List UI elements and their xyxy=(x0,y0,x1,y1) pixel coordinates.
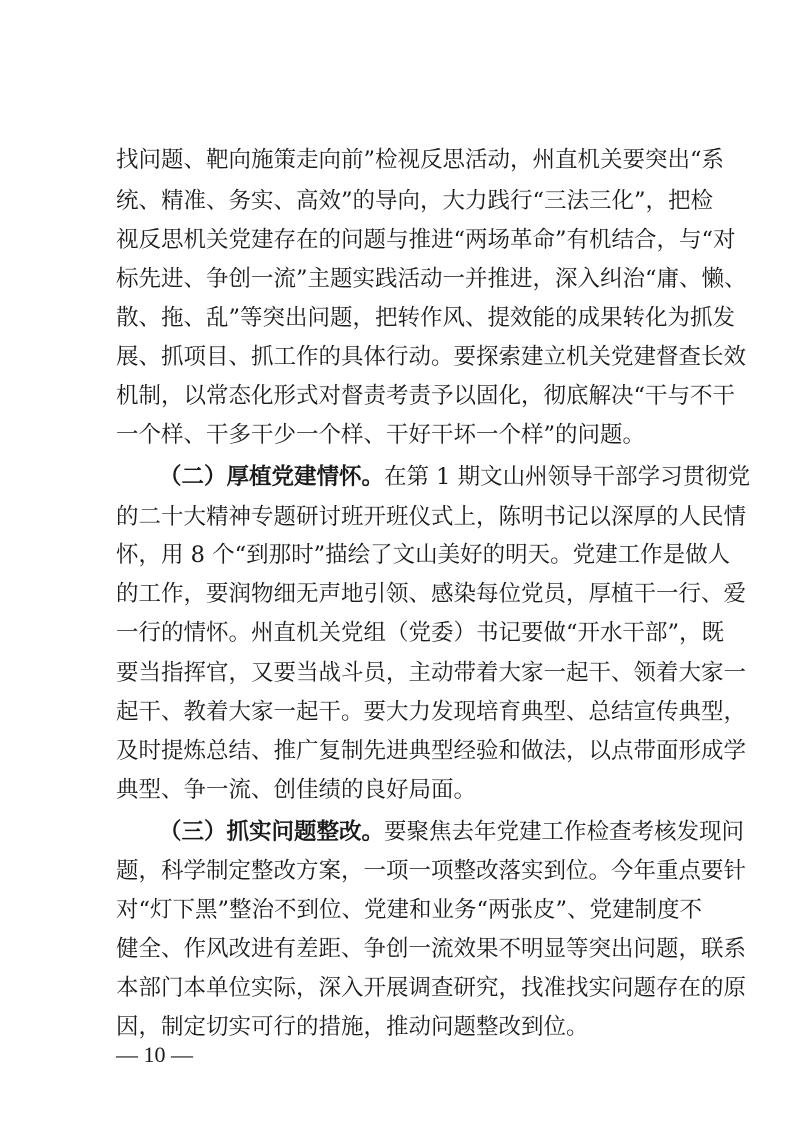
text-line: 找问题、靶向施策走向前”检视反思活动，州直机关要突出“系 xyxy=(116,147,725,173)
section-heading: （二）厚植党建情怀。 xyxy=(159,464,385,490)
text-span: 在第 1 期文山州领导干部学习贯彻党 xyxy=(384,464,751,490)
text-line xyxy=(159,457,751,497)
text-line: 的工作，要润物细无声地引领、感染每位党员，厚植干一行、爱 xyxy=(116,581,747,607)
text-span: 要聚焦去年党建工作检查考核发现问 xyxy=(384,819,745,845)
text-line: 怀，用 8 个“到那时”描绘了文山美好的明天。党建工作是做人 xyxy=(116,542,731,568)
text-line: 起干、教着大家一起干。要大力发现培育典型、总结宣传典型， xyxy=(116,699,747,725)
text-line: 要当指挥官，又要当战斗员，主动带着大家一起干、领着大家一 xyxy=(116,660,747,686)
text-line: 机制，以常态化形式对督责考责予以固化，彻底解决“干与不干 xyxy=(116,383,736,409)
text-line: 及时提炼总结、推广复制先进典型经验和做法，以点带面形成学 xyxy=(116,738,747,764)
page-number: — 10 — xyxy=(116,1042,193,1067)
text-line: 因，制定切实可行的措施，推动问题整改到位。 xyxy=(116,1014,589,1040)
text-line xyxy=(159,812,745,852)
text-line: 标先进、争创一流”主题实践活动一并推进，深入纠治“庸、懒、 xyxy=(116,266,747,292)
text-line: 对“灯下黑”整治不到位、党建和业务“两张皮”、党建制度不 xyxy=(116,897,703,923)
section-heading: （三）抓实问题整改。 xyxy=(159,819,385,845)
text-line: 一行的情怀。州直机关党组（党委）书记要做“开水干部”，既 xyxy=(116,620,725,646)
text-line: 的二十大精神专题研讨班开班仪式上，陈明书记以深厚的人民情 xyxy=(116,504,747,530)
text-line: 一个样、干多干少一个样、干好干坏一个样”的问题。 xyxy=(116,422,646,448)
text-line: 题，科学制定整改方案，一项一项整改落实到位。今年重点要针 xyxy=(116,858,747,884)
text-line: 视反思机关党建存在的问题与推进“两场革命”有机结合，与“对 xyxy=(116,227,736,253)
text-line: 展、抓项目、抓工作的具体行动。要探索建立机关党建督查长效 xyxy=(116,344,747,370)
text-line: 本部门本单位实际，深入开展调查研究，找准找实问题存在的原 xyxy=(116,975,747,1001)
text-line: 健全、作风改进有差距、争创一流效果不明显等突出问题，联系 xyxy=(116,936,747,962)
text-line: 典型、争一流、创佳绩的良好局面。 xyxy=(116,777,477,803)
text-line: 统、精准、务实、高效”的导向，大力践行“三法三化”，把检 xyxy=(116,188,714,214)
text-line: 散、拖、乱”等突出问题，把转作风、提效能的成果转化为抓发 xyxy=(116,305,736,331)
